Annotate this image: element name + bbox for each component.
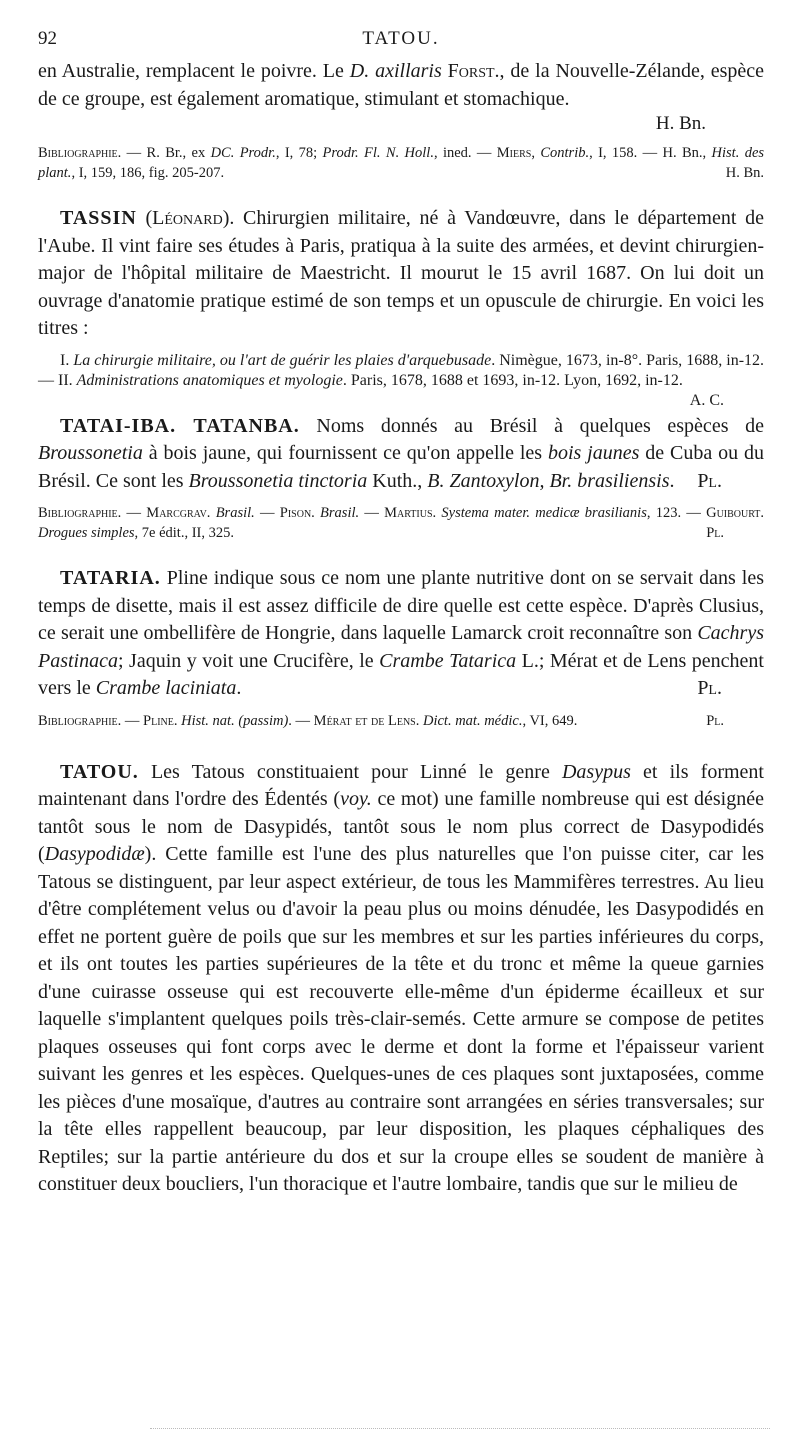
bibliography: Bibliographie. — Pline. Hist. nat. (passim). — Mérat et de Lens. Dict. mat. médic., VI, 649. Pl. — [38, 712, 724, 729]
entry-tassin: TASSIN (Léonard). Chirurgien militaire, né à Vandœuvre, dans le département de l'Aube. Il vint faire ses études à Paris, pratiqua à la suite des armées, et devint chirurgien-major de l'hôpital militaire de Maestricht. Il mourut le 15 avril 1687. On lui doit un ouvrage d'anatomie pratique estimé de son temps et un opuscule de chirurgie. En voici les titres : — [38, 207, 764, 339]
footer-rule — [150, 1428, 770, 1429]
bibliography: Bibliographie. — R. Br., ex DC. Prodr., I, 78; Prodr. Fl. N. Holl., ined. — Miers, Contrib., I, 158. — H. Bn., Hist. des plant., I, 159, 186, fig. 205-207. H. Bn. — [38, 145, 765, 181]
entry-tatou: TATOU. Les Tatous constituaient pour Linné le genre Dasypus et ils forment maintenant dans l'ordre des Édentés (voy. ce mot) une famille nombreuse qui est désignée tantôt sous le nom de Dasypidés, tantôt sous le nom plus correct de Dasypodidés (Dasypodidæ). Cette famille est l'une des plus naturelles que l'on puisse citer, car les Tatous se distinguent, par leur aspect extérieur, de tous les Mammifères terrestres. Au lieu d'être complétement velus ou d'avoir la peau plus ou moins dénudée, les Dasypodidés en effet ne portent guère de poils que sur les membres et sur les parties inférieures du corps, et ils ont toutes les parties supérieures de la tête et du tronc et même la queue garnies d'une cuirasse osseuse qui est recouverte elle-même d'un épiderme écailleux et sur laquelle s'implantent quelques poils très-clair-semés. Cette armure se compose de petites plaques osseuses qui font corps avec le derme et dont la forme et l'épaisseur varient suivant les genres et les espèces. Quelques-unes de ces plaques sont juxtaposées, comme les pièces d'une mosaïque, d'autres au contraire sont arrangées en séries transversales; sur la tête elles rappellent beaucoup, par leur disposition, les plaques céphaliques des Reptiles; sur la partie antérieure du dos et sur la croupe elles se soudent de manière à constituer deux boucliers, l'un thoracique et l'autre lombaire, tandis que sur le milieu de — [38, 760, 764, 1195]
headword: TATOU. — [60, 760, 139, 783]
page-header — [38, 28, 764, 58]
signature: A. C. — [689, 391, 724, 409]
entry-tatai-iba: TATAI-IBA. TATANBA. Noms donnés au Brésil à quelques espèces de Broussonetia à bois jaune, qui fournissent ce qu'on appelle les bois jaunes de Cuba ou du Brésil. Ce sont les Broussonetia tinctoria Kuth., B. Zantoxylon, Br. brasiliensis. Pl. — [38, 413, 764, 496]
works-list: I. La chirurgie militaire, ou l'art de guérir les plaies d'arquebusade. Nimègue, 1673, in-8°. Paris, 1688, in-12. — II. Administrations anatomiques et myologie. Paris, 1678, 1688 et 1693, in-12. Lyon, 1692, in-12. A. C. — [38, 351, 765, 409]
signature: H. Bn. — [655, 113, 706, 134]
headword: TATARIA. — [60, 567, 161, 589]
headword: TATAI-IBA. TATANBA. — [60, 414, 300, 437]
signature: Pl. — [697, 469, 722, 492]
page — [38, 28, 764, 1199]
page-number: 92 — [38, 28, 57, 49]
running-head: TATOU. — [362, 28, 440, 49]
headword: TASSIN — [60, 207, 137, 229]
signature: Pl. — [697, 677, 722, 699]
entry-tataria: TATARIA. Pline indique sous ce nom une plante nutritive dont on se servait dans les temps de disette, mais il est assez difficile de dire quelle est cette espèce. D'après Clusius, ce serait une ombellifère de Hongrie, dans laquelle Lamarck croit reconnaître son Cachrys Pastinaca; Jaquin y voit une Crucifère, le Crambe Tatarica L.; Mérat et de Lens penchent vers le Crambe laciniata. Pl. — [38, 565, 764, 703]
continuation-paragraph: en Australie, remplacent le poivre. Le D. axillaris Forst., de la Nouvelle-Zélande, espèce de ce groupe, est également aromatique, stimulant et stomachique. — [38, 60, 764, 110]
bibliography: Bibliographie. — Marcgrav. Brasil. — Pison. Brasil. — Martius. Systema mater. medicæ brasilianis, 123. — Guibourt. Drogues simples, 7e édit., II, 325. Pl. — [38, 505, 765, 541]
